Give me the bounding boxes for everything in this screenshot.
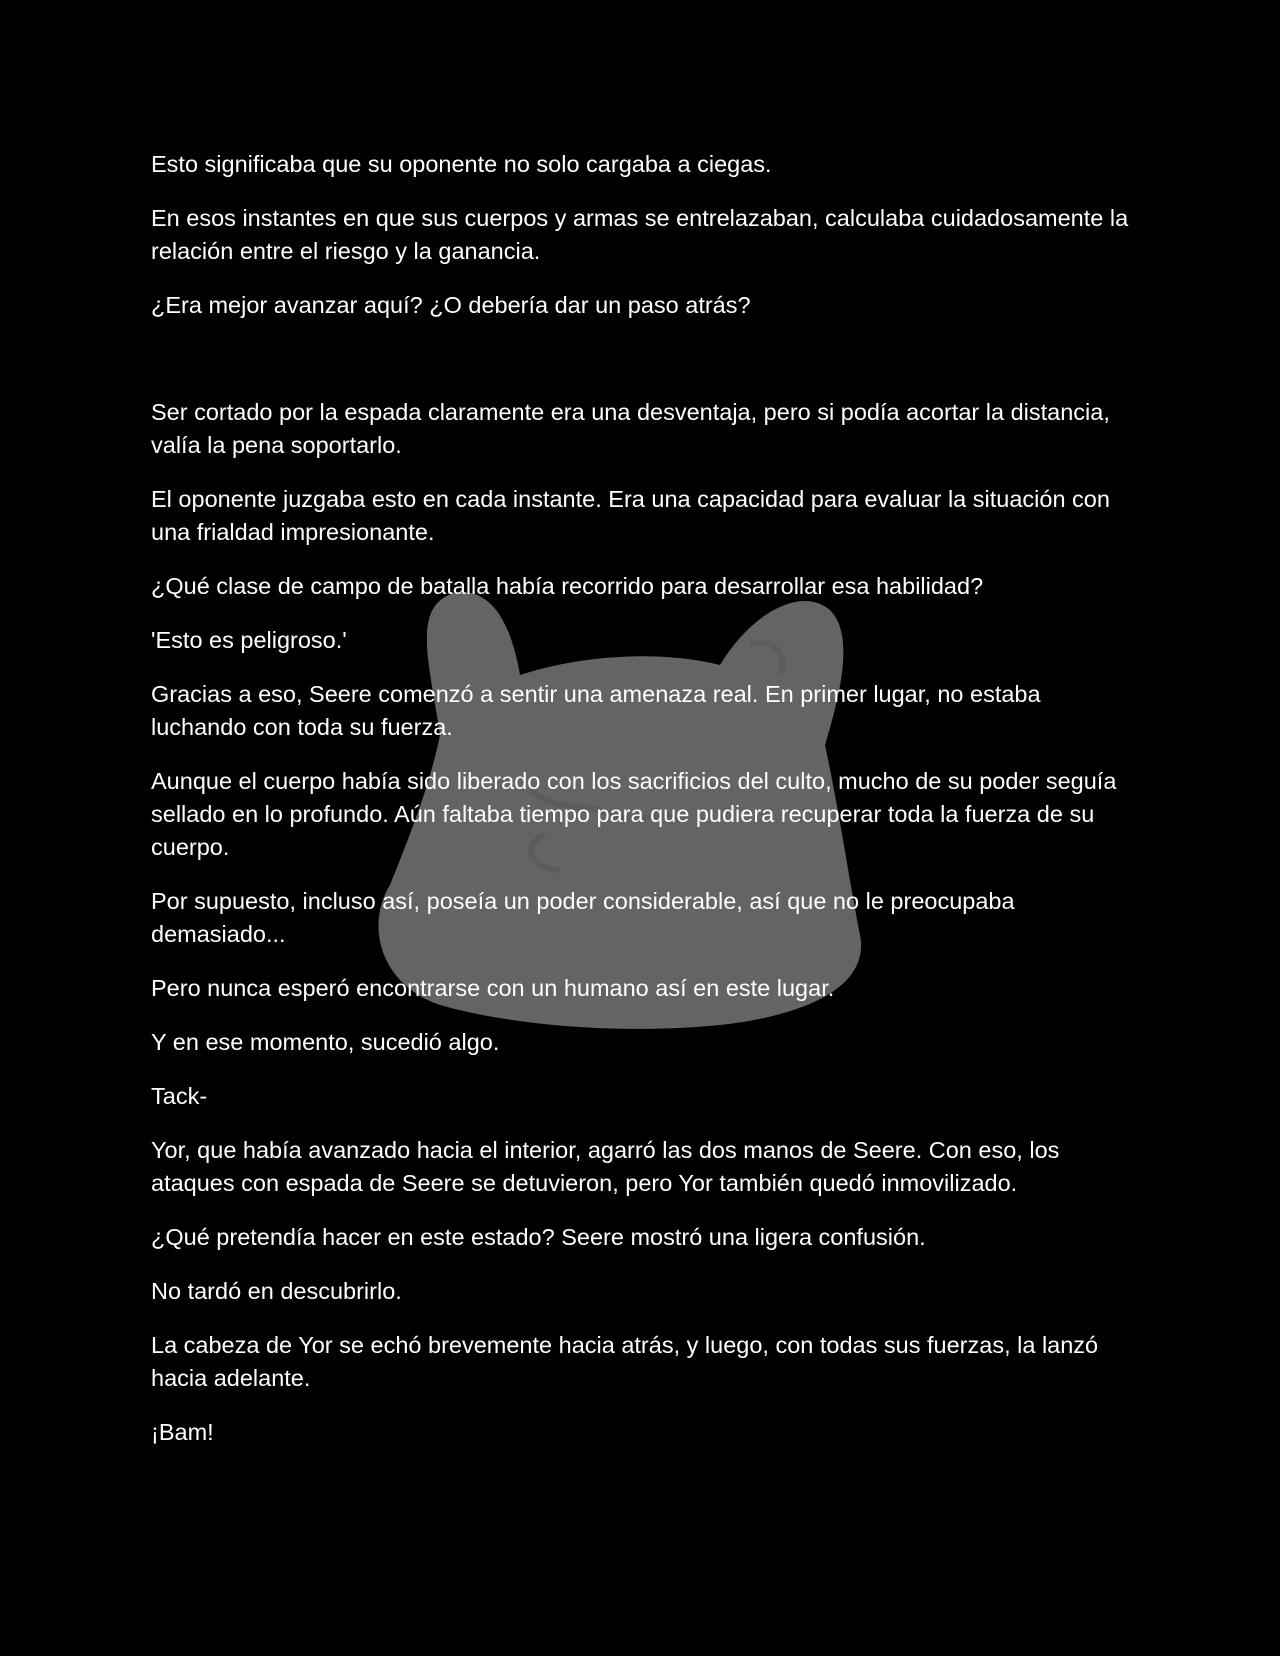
paragraph: 'Esto es peligroso.' xyxy=(151,627,347,653)
paragraph: No tardó en descubrirlo. xyxy=(151,1278,402,1304)
document-body xyxy=(151,148,1136,1470)
paragraph: Esto significaba que su oponente no solo cargaba a ciegas. xyxy=(151,151,772,177)
paragraph: La cabeza de Yor se echó brevemente hacia atrás, y luego, con todas sus fuerzas, la lanzó hacia adelante. xyxy=(151,1332,1099,1391)
paragraph: ¿Qué pretendía hacer en este estado? Seere mostró una ligera confusión. xyxy=(151,1224,926,1250)
paragraph: ¡Bam! xyxy=(151,1419,214,1445)
paragraph: Y en ese momento, sucedió algo. xyxy=(151,1029,500,1055)
paragraph: Por supuesto, incluso así, poseía un poder considerable, así que no le preocupaba demasiado... xyxy=(151,888,1015,947)
paragraph: Gracias a eso, Seere comenzó a sentir una amenaza real. En primer lugar, no estaba luchando con toda su fuerza. xyxy=(151,681,1041,740)
paragraph: Aunque el cuerpo había sido liberado con los sacrificios del culto, mucho de su poder seguía sellado en lo profundo. Aún faltaba tiempo para que pudiera recuperar toda la fuerza de su cuerpo. xyxy=(151,768,1117,860)
paragraph: Tack- xyxy=(151,1083,208,1109)
paragraph: Pero nunca esperó encontrarse con un humano así en este lugar. xyxy=(151,975,835,1001)
paragraph: ¿Era mejor avanzar aquí? ¿O debería dar un paso atrás? xyxy=(151,292,751,318)
paragraph: Yor, que había avanzado hacia el interior, agarró las dos manos de Seere. Con eso, los ataques con espada de Seere se detuvieron, pero Yor también quedó inmovilizado. xyxy=(151,1137,1060,1196)
paragraph: Ser cortado por la espada claramente era una desventaja, pero si podía acortar la distancia, valía la pena soportarlo. xyxy=(151,399,1110,458)
paragraph: En esos instantes en que sus cuerpos y armas se entrelazaban, calculaba cuidadosamente la relación entre el riesgo y la ganancia. xyxy=(151,205,1129,264)
paragraph: ¿Qué clase de campo de batalla había recorrido para desarrollar esa habilidad? xyxy=(151,573,984,599)
paragraph: El oponente juzgaba esto en cada instante. Era una capacidad para evaluar la situación con una frialdad impresionante. xyxy=(151,486,1110,545)
